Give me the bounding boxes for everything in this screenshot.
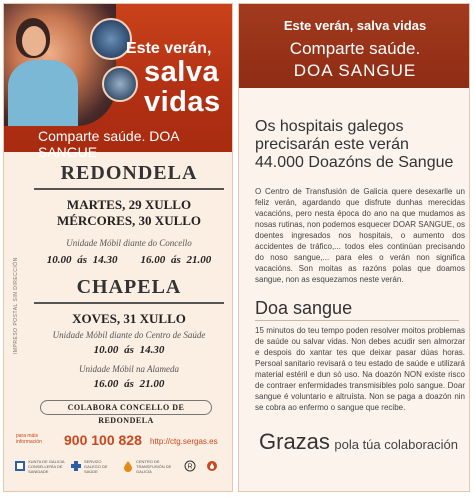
left-panel (3, 3, 233, 492)
contact-row (16, 432, 226, 452)
right-header-line-2: DOA SANGUE (293, 61, 417, 80)
thanks-big: Grazas (259, 429, 330, 454)
date-redondela-2: MÉRCORES, 30 XULLO (56, 213, 202, 228)
main-headline (255, 118, 465, 172)
unit-redondela: Unidade Móbil diante do Concello (66, 238, 192, 248)
photo-face (22, 26, 46, 56)
header-big-line-1: salva (144, 56, 220, 88)
r-letter: R (187, 463, 193, 471)
phone-info: para máis información (16, 433, 42, 445)
time: 14.30 (92, 254, 118, 266)
website-link[interactable]: http://ctg.sergas.es (150, 437, 218, 446)
r-logo (184, 454, 200, 478)
donation-info-paragraph: 15 minutos do teu tempo poden resolver moitos problemas de saúde ou salvar vidas. Non debes acudir sen almorzar e despois do xantar tes que deixar pasar dúas horas. Persoal sanitario revisará o teu estado de saúde e utilizará material estéril e dun só uso. Na doazón NON existe risco de contraer enfermidades transmisibles polo sangue. Doar sangue é voluntario e altruísta. Non se paga a doazón nin se cobra ao enfermo o sangue que recibe. (255, 326, 465, 412)
postal-note: IMPRESO POSTAL SIN DIRECCIÓN (13, 257, 19, 355)
town-redondela: REDONDELA (60, 162, 198, 184)
header-small-line: Este verán, (126, 40, 212, 57)
time: 16.00 (140, 254, 166, 266)
times-chapela-1: 10.00 ás 14.30 (93, 344, 165, 356)
drop-emblem-icon (206, 460, 218, 472)
right-panel (238, 3, 470, 492)
thanks-small: pola túa colaboración (334, 437, 458, 452)
phone-number[interactable]: 900 100 828 (64, 432, 142, 448)
sergas-logo (70, 454, 118, 478)
collaboration-badge: COLABORA CONCELLO DE REDONDELA (40, 400, 212, 415)
divider (34, 188, 224, 190)
inset-photo-2 (102, 66, 138, 102)
right-header-small: Este verán, salva vidas (283, 18, 427, 33)
logo-label: SERVIZO GALEGO DE SAÚDE (84, 458, 108, 474)
intro-paragraph: O Centro de Transfusión de Galicia quere desexarlle un feliz verán, agardando que disfrute dunhas merecidas vacacións, pero nesta época do ano na que mudamos as nosas rutinas, non podemos esquecer DOAR SANGUE, os doentes ingresados nos hospitais, o aumento dos accidentes de tráfico,... todos eles continúan precisando do noso sangue,... para eles o verán non significa vacacións. Son moitas as razóns polas que doamos sangue, non as esquezamos neste verán. (255, 187, 465, 284)
section-title: Doa sangue (255, 298, 353, 318)
headline-line: Os hospitais galegos (255, 118, 404, 135)
headline-line: precisarán este verán (255, 136, 409, 153)
thanks-line (259, 429, 469, 455)
times-chapela-2: 16.00 ás 21.00 (93, 378, 165, 390)
left-header (4, 4, 233, 160)
header-subline: Comparte saúde. DOA SANGUE (38, 128, 179, 160)
time-sep: ás (171, 254, 181, 266)
time: 21.00 (186, 254, 212, 266)
times-redondela (34, 254, 224, 266)
xunta-shield-icon (14, 460, 26, 472)
headline-line: 44.000 Doazóns de Sangue (255, 154, 454, 171)
divider (34, 302, 224, 304)
association-logo (206, 454, 226, 478)
town-chapela: CHAPELA (76, 276, 182, 298)
xunta-logo (14, 454, 66, 478)
unit-chapela-2: Unidade Móbil na Alameda (78, 364, 180, 374)
logo-label: CENTRO DE TRANSFUSIÓN DE GALICIA (136, 458, 172, 474)
sponsor-logos (14, 454, 228, 482)
photo-body (8, 60, 78, 126)
unit-chapela-1: Unidade Móbil diante do Centro de Saúde (52, 330, 206, 340)
ctg-logo (122, 454, 178, 478)
section-divider (255, 320, 459, 321)
time: 10.00 (46, 254, 72, 266)
logo-label: XUNTA DE GALICIA CONSELLERÍA DE SANIDADE (28, 458, 65, 474)
time-sep: ás (77, 254, 87, 266)
sergas-cross-icon (70, 460, 82, 472)
right-header-line-1: Comparte saúde. (289, 39, 421, 58)
r-circle-icon (184, 460, 196, 472)
date-redondela-1: MARTES, 29 XULLO (66, 197, 192, 212)
header-big-line-2: vidas (144, 86, 221, 118)
date-chapela: XOVES, 31 XULLO (72, 311, 186, 326)
blood-drop-icon (122, 460, 134, 472)
right-header (239, 4, 470, 88)
